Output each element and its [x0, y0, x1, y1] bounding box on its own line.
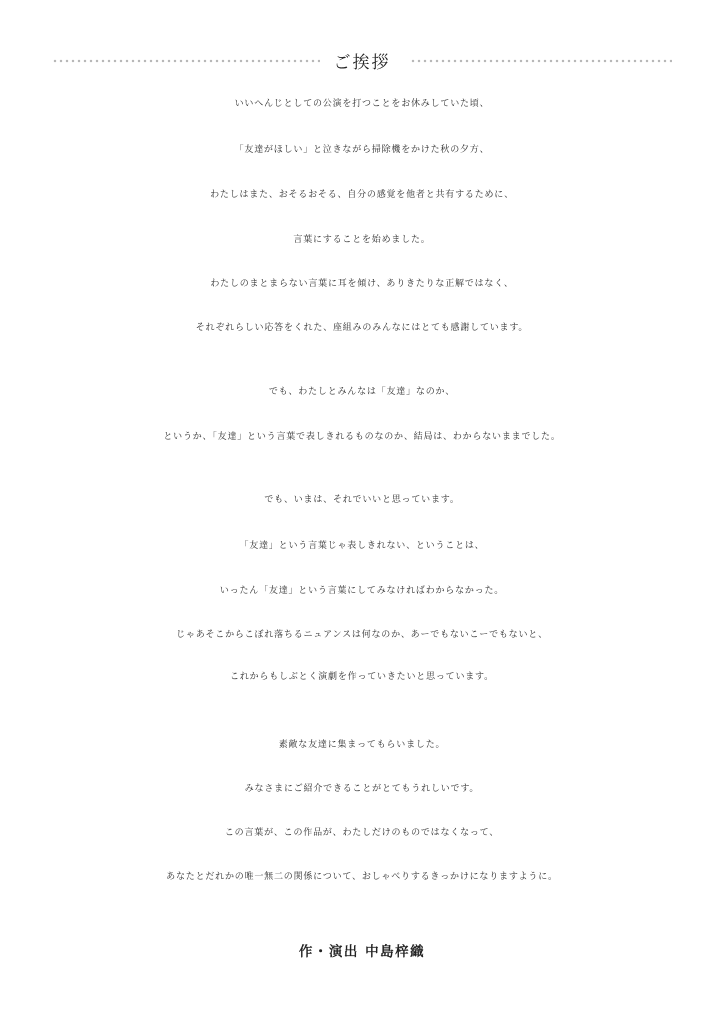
dotted-divider-right — [410, 59, 672, 63]
body-line: でも、わたしとみんなは「友達」なのか、 — [268, 387, 456, 397]
body-line: わたしのまとまらない言葉に耳を傾け、ありきたりな正解ではなく、 — [210, 279, 514, 289]
body-line: 素敵な友達に集まってもらいました。 — [278, 740, 446, 750]
body-line: みなさまにご紹介できることがとてもうれしいです。 — [244, 784, 480, 794]
body-line: それぞれらしい応答をくれた、座組みのみんなにはとても感謝しています。 — [195, 323, 529, 333]
header — [0, 44, 724, 76]
body-line: この言葉が、この作品が、わたしだけのものではなくなって、 — [224, 828, 500, 838]
body-line: 「友達がほしい」と泣きながら掃除機をかけた秋の夕方、 — [234, 145, 490, 155]
body-line: でも、いまは、それでいいと思っています。 — [264, 495, 460, 505]
body-line: 「友達」という言葉じゃ表しきれない、ということは、 — [239, 541, 485, 551]
body-line: 言葉にすることを始めました。 — [293, 235, 431, 245]
body-line: わたしはまた、おそるおそる、自分の感覚を他者と共有するために、 — [210, 190, 514, 200]
body-line: じゃあそこからこぼれ落ちるニュアンスは何なのか、あーでもないこーでもないと、 — [176, 630, 548, 640]
body-line: あなたとだれかの唯一無二の関係について、おしゃべりするきっかけになりますように。 — [166, 872, 558, 882]
body-line: いいへんじとしての公演を打つことをお休みしていた頃、 — [234, 99, 490, 109]
author-signature: 作・演出 中島梓織 — [298, 944, 426, 960]
body-line: というか、「友達」という言葉で表しきれるものなのか、結局は、わからないままでした。 — [163, 432, 561, 442]
body-line: これからもしぶとく演劇を作っていきたいと思っています。 — [230, 672, 494, 682]
page-title: ご挨拶 — [333, 53, 391, 73]
body-line: いったん「友達」という言葉にしてみなければわからなかった。 — [219, 586, 505, 596]
